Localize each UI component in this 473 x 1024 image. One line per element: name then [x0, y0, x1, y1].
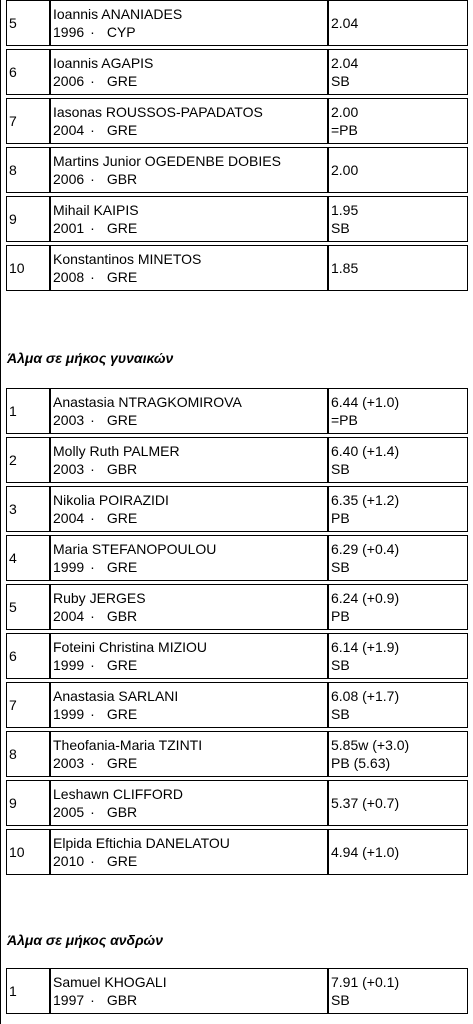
year-separator: ·: [90, 992, 95, 1008]
rank: 5: [9, 599, 17, 615]
athlete-details: [53, 754, 327, 772]
athlete-name: Anastasia NTRAGKOMIROVA: [53, 394, 242, 410]
mark-value: 2.04: [331, 15, 359, 31]
rank: 9: [9, 211, 17, 227]
rank-cell: [6, 731, 50, 777]
birth-year: 2004: [53, 122, 85, 138]
athlete-name: Mihail KAIPIS: [53, 202, 139, 218]
mark-note: SB: [331, 559, 350, 575]
mark-value: 6.40 (+1.4): [331, 443, 400, 459]
table-row: [6, 245, 468, 291]
mark-cell: [328, 196, 468, 242]
birth-year: 2003: [53, 755, 85, 771]
mark-value: 6.24 (+0.9): [331, 590, 400, 606]
mark-note: =PB: [331, 412, 358, 428]
athlete-details: [53, 558, 327, 576]
mark-value: 5.37 (+0.7): [331, 795, 400, 811]
country-code: GRE: [106, 755, 138, 771]
mark-note: SB: [331, 461, 350, 477]
athlete-details: [53, 705, 327, 723]
birth-year: 1996: [53, 24, 85, 40]
athlete-name: Ioannis AGAPIS: [53, 55, 154, 71]
country-code: GBR: [106, 461, 138, 477]
year-separator: ·: [90, 755, 95, 771]
year-separator: ·: [90, 220, 95, 236]
mark-cell: [328, 968, 468, 1014]
rank: 10: [9, 844, 25, 860]
mark-value: 6.35 (+1.2): [331, 492, 400, 508]
mark-note: SB: [331, 706, 350, 722]
page-left-border: [0, 0, 1, 1024]
table-row: [6, 98, 468, 144]
birth-year: 1999: [53, 559, 85, 575]
rank-cell: [6, 437, 50, 483]
mark-value: 6.08 (+1.7): [331, 688, 400, 704]
athlete-name: Ruby JERGES: [53, 590, 146, 606]
athlete-cell: [50, 196, 328, 242]
rank: 10: [9, 260, 25, 276]
athlete-name: Maria STEFANOPOULOU: [53, 541, 217, 557]
section-heading-women-long-jump: Άλμα σε μήκος γυναικών: [7, 350, 174, 366]
rank-cell: [6, 535, 50, 581]
birth-year: 2004: [53, 510, 85, 526]
rank-cell: [6, 682, 50, 728]
results-table-top: [6, 0, 468, 294]
table-row: [6, 633, 468, 679]
athlete-cell: [50, 98, 328, 144]
athlete-details: [53, 23, 327, 41]
athlete-name: Ioannis ANANIADES: [53, 6, 183, 22]
mark-value: 1.85: [331, 260, 359, 276]
year-separator: ·: [90, 608, 95, 624]
athlete-cell: [50, 584, 328, 630]
athlete-details: [53, 268, 327, 286]
country-code: GRE: [106, 510, 138, 526]
country-code: GRE: [106, 706, 138, 722]
country-code: GRE: [106, 657, 138, 673]
birth-year: 2010: [53, 853, 85, 869]
athlete-details: [53, 509, 327, 527]
athlete-cell: [50, 535, 328, 581]
birth-year: 1999: [53, 706, 85, 722]
mark-cell: [328, 388, 468, 434]
athlete-name: Foteini Christina MIZIOU: [53, 639, 208, 655]
athlete-cell: [50, 682, 328, 728]
mark-value: 6.44 (+1.0): [331, 394, 400, 410]
rank: 8: [9, 746, 17, 762]
rank-cell: [6, 486, 50, 532]
country-code: GRE: [106, 73, 138, 89]
birth-year: 2006: [53, 73, 85, 89]
mark-cell: [328, 829, 468, 875]
mark-note: PB (5.63): [331, 755, 391, 771]
rank-cell: [6, 780, 50, 826]
athlete-details: [53, 852, 327, 870]
table-row: [6, 0, 468, 46]
birth-year: 2001: [53, 220, 85, 236]
birth-year: 1997: [53, 992, 85, 1008]
mark-cell: [328, 245, 468, 291]
mark-value: 1.95: [331, 202, 359, 218]
birth-year: 1999: [53, 657, 85, 673]
athlete-details: [53, 170, 327, 188]
birth-year: 2005: [53, 804, 85, 820]
athlete-cell: [50, 147, 328, 193]
rank-cell: [6, 49, 50, 95]
year-separator: ·: [90, 269, 95, 285]
athlete-name: Martins Junior OGEDENBE DOBIES: [53, 153, 281, 169]
athlete-cell: [50, 731, 328, 777]
mark-value: 6.29 (+0.4): [331, 541, 400, 557]
rank: 6: [9, 64, 17, 80]
athlete-cell: [50, 0, 328, 46]
mark-note: PB: [331, 608, 350, 624]
athlete-name: Samuel KHOGALI: [53, 974, 167, 990]
year-separator: ·: [90, 853, 95, 869]
country-code: GRE: [106, 122, 138, 138]
mark-note: SB: [331, 657, 350, 673]
athlete-details: [53, 460, 327, 478]
rank-cell: [6, 388, 50, 434]
athlete-name: Theofania-Maria TZINTI: [53, 737, 203, 753]
table-row: [6, 388, 468, 434]
table-row: [6, 968, 468, 1014]
year-separator: ·: [90, 171, 95, 187]
rank-cell: [6, 0, 50, 46]
athlete-details: [53, 72, 327, 90]
rank: 2: [9, 452, 17, 468]
year-separator: ·: [90, 24, 95, 40]
athlete-details: [53, 656, 327, 674]
athlete-name: Konstantinos MINETOS: [53, 251, 202, 267]
athlete-name: Molly Ruth PALMER: [53, 443, 180, 459]
mark-cell: [328, 486, 468, 532]
rank: 7: [9, 697, 17, 713]
athlete-name: Elpida Eftichia DANELATOU: [53, 835, 230, 851]
rank: 9: [9, 795, 17, 811]
rank-cell: [6, 968, 50, 1014]
country-code: GRE: [106, 559, 138, 575]
mark-value: 2.04: [331, 55, 359, 71]
rank: 8: [9, 162, 17, 178]
year-separator: ·: [90, 804, 95, 820]
mark-cell: [328, 780, 468, 826]
mark-cell: [328, 437, 468, 483]
year-separator: ·: [90, 122, 95, 138]
table-row: [6, 49, 468, 95]
rank-cell: [6, 633, 50, 679]
birth-year: 2004: [53, 608, 85, 624]
rank: 3: [9, 501, 17, 517]
year-separator: ·: [90, 706, 95, 722]
country-code: GBR: [106, 992, 138, 1008]
rank-cell: [6, 584, 50, 630]
table-row: [6, 437, 468, 483]
mark-note: SB: [331, 992, 350, 1008]
country-code: GBR: [106, 804, 138, 820]
athlete-details: [53, 121, 327, 139]
results-table-men-long-jump: [6, 965, 468, 1017]
rank-cell: [6, 98, 50, 144]
athlete-name: Anastasia SARLANI: [53, 688, 179, 704]
mark-cell: [328, 682, 468, 728]
rank: 1: [9, 983, 17, 999]
athlete-details: [53, 607, 327, 625]
mark-cell: [328, 147, 468, 193]
mark-note: SB: [331, 220, 350, 236]
year-separator: ·: [90, 73, 95, 89]
rank: 5: [9, 15, 17, 31]
mark-value: 4.94 (+1.0): [331, 844, 400, 860]
table-row: [6, 584, 468, 630]
athlete-name: Leshawn CLIFFORD: [53, 786, 183, 802]
athlete-details: [53, 219, 327, 237]
table-row: [6, 535, 468, 581]
year-separator: ·: [90, 510, 95, 526]
athlete-cell: [50, 437, 328, 483]
athlete-name: Iasonas ROUSSOS-PAPADATOS: [53, 104, 263, 120]
athlete-cell: [50, 388, 328, 434]
mark-note: =PB: [331, 122, 358, 138]
athlete-details: [53, 411, 327, 429]
year-separator: ·: [90, 559, 95, 575]
mark-value: 6.14 (+1.9): [331, 639, 400, 655]
country-code: GRE: [106, 269, 138, 285]
athlete-cell: [50, 968, 328, 1014]
mark-cell: [328, 584, 468, 630]
rank: 1: [9, 403, 17, 419]
mark-value: 5.85w (+3.0): [331, 737, 410, 753]
athlete-cell: [50, 633, 328, 679]
mark-note: PB: [331, 510, 350, 526]
section-heading-men-long-jump: Άλμα σε μήκος ανδρών: [7, 932, 164, 948]
rank: 7: [9, 113, 17, 129]
year-separator: ·: [90, 461, 95, 477]
rank-cell: [6, 245, 50, 291]
athlete-name: Nikolia POIRAZIDI: [53, 492, 169, 508]
mark-cell: [328, 0, 468, 46]
country-code: GRE: [106, 412, 138, 428]
athlete-cell: [50, 829, 328, 875]
mark-cell: [328, 535, 468, 581]
country-code: CYP: [106, 24, 136, 40]
results-table-women-long-jump: [6, 385, 468, 878]
birth-year: 2008: [53, 269, 85, 285]
table-row: [6, 731, 468, 777]
country-code: GBR: [106, 608, 138, 624]
rank-cell: [6, 196, 50, 242]
mark-value: 2.00: [331, 162, 359, 178]
table-row: [6, 829, 468, 875]
mark-cell: [328, 98, 468, 144]
mark-value: 7.91 (+0.1): [331, 974, 400, 990]
country-code: GRE: [106, 853, 138, 869]
athlete-cell: [50, 486, 328, 532]
year-separator: ·: [90, 657, 95, 673]
mark-cell: [328, 633, 468, 679]
rank: 4: [9, 550, 17, 566]
athlete-cell: [50, 780, 328, 826]
mark-cell: [328, 49, 468, 95]
birth-year: 2003: [53, 461, 85, 477]
mark-cell: [328, 731, 468, 777]
country-code: GRE: [106, 220, 138, 236]
rank-cell: [6, 829, 50, 875]
mark-value: 2.00: [331, 104, 359, 120]
athlete-details: [53, 803, 327, 821]
birth-year: 2003: [53, 412, 85, 428]
athlete-cell: [50, 49, 328, 95]
birth-year: 2006: [53, 171, 85, 187]
rank: 6: [9, 648, 17, 664]
table-row: [6, 682, 468, 728]
country-code: GBR: [106, 171, 138, 187]
rank-cell: [6, 147, 50, 193]
table-row: [6, 196, 468, 242]
athlete-cell: [50, 245, 328, 291]
table-row: [6, 147, 468, 193]
mark-note: SB: [331, 73, 350, 89]
athlete-details: [53, 991, 327, 1009]
table-row: [6, 486, 468, 532]
year-separator: ·: [90, 412, 95, 428]
table-row: [6, 780, 468, 826]
